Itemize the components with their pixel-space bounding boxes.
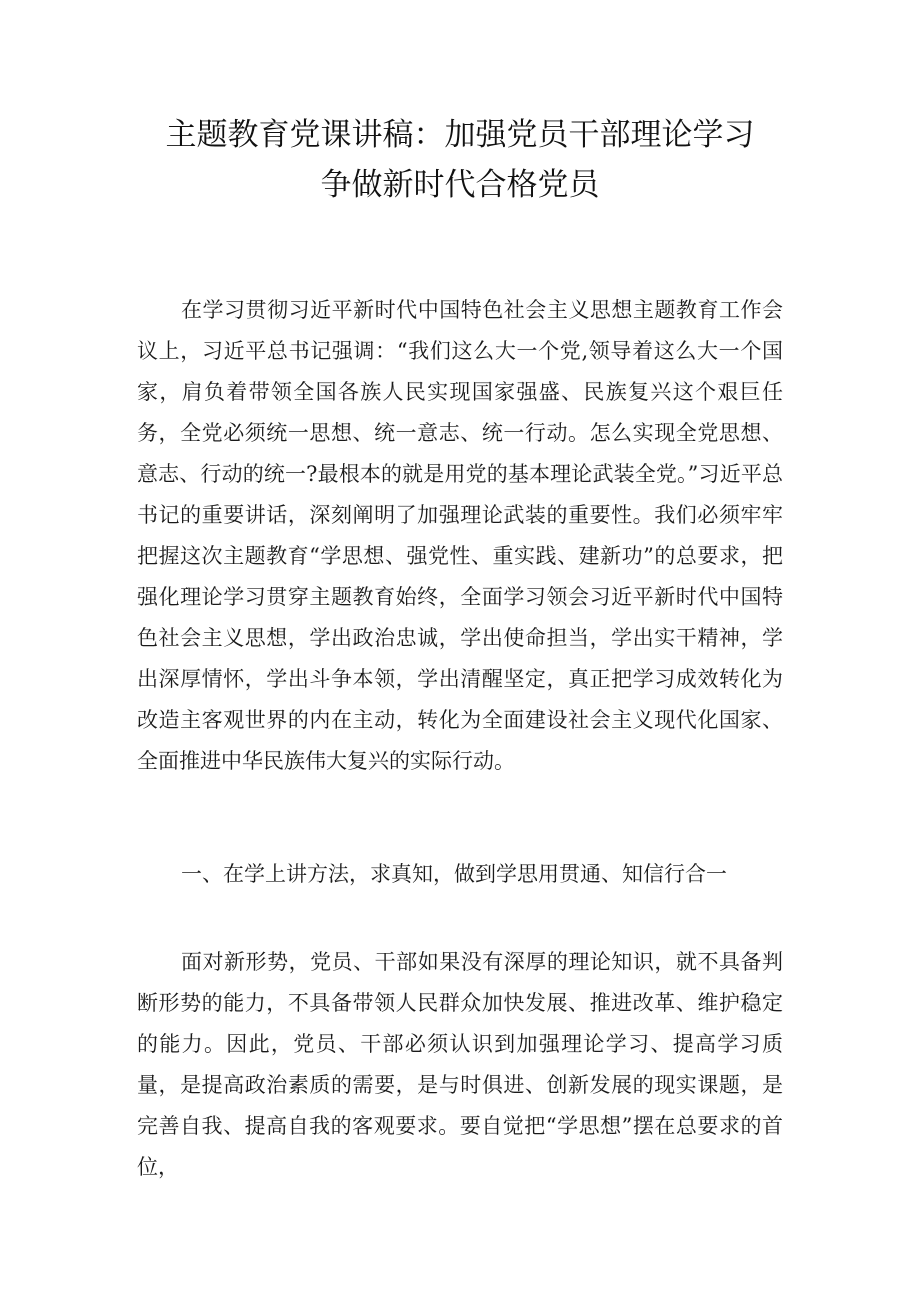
intro-paragraph: 在学习贯彻习近平新时代中国特色社会主义思想主题教育工作会议上，习近平总书记强调：“我们这么大一个党,领导着这么大一个国家，肩负着带领全国各族人民实现国家强盛、民族复兴这个艰巨任务，全党必须统一思想、统一意志、统一行动。怎么实现全党思想、意志、行动的统一?最根本的就是用党的基本理论武装全党。”习近平总书记的重要讲话，深刻阐明了加强理论武装的重要性。我们必须牢牢把握这次主题教育“学思想、强党性、重实践、建新功”的总要求，把强化理论学习贯穿主题教育始终，全面学习领会习近平新时代中国特色社会主义思想，学出政治忠诚，学出使命担当，学出实干精神，学出深厚情怀，学出斗争本领，学出清醒坚定，真正把学习成效转化为改造主客观世界的内在主动，转化为全面建设社会主义现代化国家、全面推进中华民族伟大复兴的实际行动。	[137, 298, 783, 773]
document-title	[0, 110, 920, 210]
section-heading: 一、在学上讲方法，求真知，做到学思用贯通、知信行合一	[181, 862, 727, 886]
section-paragraph: 面对新形势，党员、干部如果没有深厚的理论知识，就不具备判断形势的能力，不具备带领人民群众加快发展、推进改革、维护稳定的能力。因此，党员、干部必须认识到加强理论学习、提高学习质量，是提高政治素质的需要，是与时俱进、创新发展的现实课题，是完善自我、提高自我的客观要求。要自觉把“学思想”摆在总要求的首位，	[137, 950, 783, 1179]
title-line-1: 主题教育党课讲稿：加强党员干部理论学习	[165, 117, 755, 153]
title-line-2: 争做新时代合格党员	[320, 167, 600, 203]
